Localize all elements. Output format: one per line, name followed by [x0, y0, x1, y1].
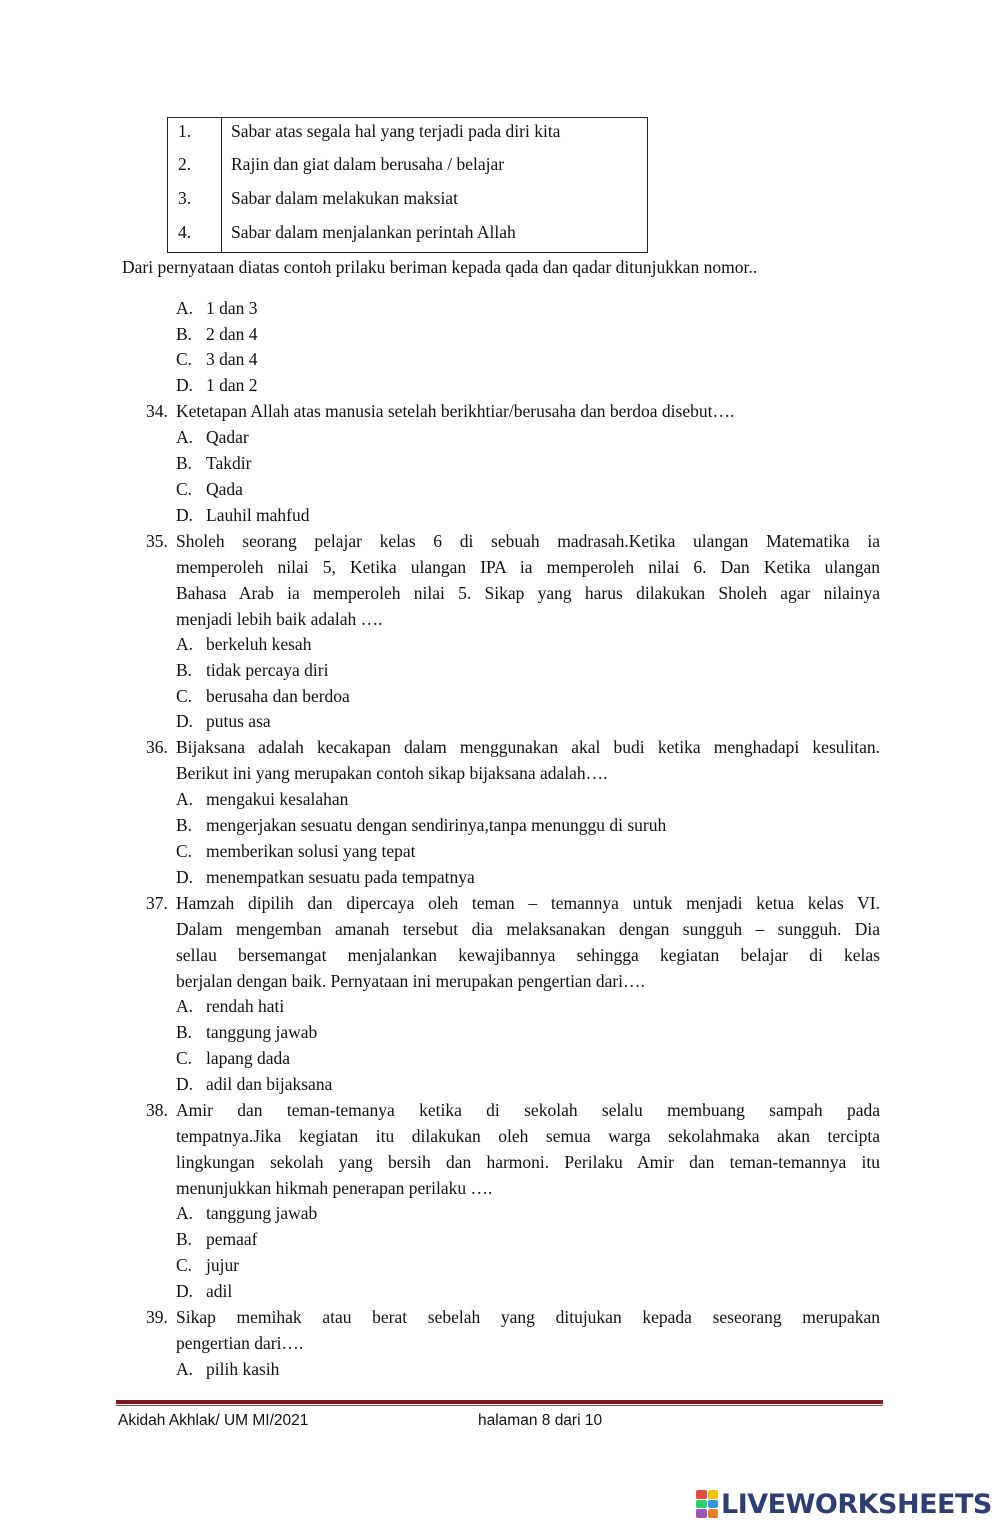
option-a[interactable]: [176, 295, 258, 321]
option-c[interactable]: [176, 476, 243, 502]
question-line: Dalam mengemban amanah tersebut dia melaksanakan dengan sungguh – sungguh. Dia: [176, 919, 880, 939]
option-a[interactable]: [176, 631, 311, 657]
question-number: 36.: [146, 737, 168, 757]
question-text: [176, 528, 880, 632]
option-text: adil: [206, 1281, 233, 1301]
option-c[interactable]: [176, 1252, 239, 1278]
option-text: Lauhil mahfud: [206, 505, 310, 525]
option-text: Qadar: [206, 427, 249, 447]
option-letter: B.: [176, 1229, 193, 1249]
question-number: 34.: [146, 401, 168, 421]
question-line: menunjukkan hikmah penerapan perilaku ….: [176, 1178, 493, 1198]
option-text: Takdir: [206, 453, 252, 473]
option-text: pilih kasih: [206, 1359, 280, 1379]
option-letter: C.: [176, 841, 193, 861]
question-line: pengertian dari….: [176, 1333, 304, 1353]
option-d[interactable]: [176, 708, 271, 734]
option-d[interactable]: [176, 1278, 232, 1304]
option-letter: B.: [176, 453, 193, 473]
option-text: memberikan solusi yang tepat: [206, 841, 416, 861]
question-line: Hamzah dipilih dan dipercaya oleh teman – temannya untuk menjadi ketua kelas VI.: [176, 893, 880, 913]
option-a[interactable]: [176, 993, 284, 1019]
option-text: menempatkan sesuatu pada tempatnya: [206, 867, 475, 887]
option-a[interactable]: [176, 424, 249, 450]
question-text: Dari pernyataan diatas contoh prilaku beriman kepada qada dan qadar ditunjukkan nomor..: [122, 257, 758, 277]
option-letter: C.: [176, 1255, 193, 1275]
question-line: Ketetapan Allah atas manusia setelah berikhtiar/berusaha dan berdoa disebut….: [176, 401, 735, 421]
footer-rule: [116, 1400, 883, 1404]
option-d[interactable]: [176, 372, 258, 398]
footer-page-number: halaman 8 dari 10: [478, 1412, 603, 1429]
question-text: [176, 1097, 880, 1201]
option-letter: D.: [176, 505, 194, 525]
option-letter: D.: [176, 375, 194, 395]
row-number: 3.: [178, 188, 192, 208]
option-text: 1 dan 2: [206, 375, 258, 395]
option-b[interactable]: [176, 321, 258, 347]
option-letter: A.: [176, 298, 194, 318]
brand-name: LIVEWORKSHEETS: [721, 1488, 992, 1520]
statement-table: [167, 117, 648, 253]
option-text: tidak percaya diri: [206, 660, 329, 680]
option-text: pemaaf: [206, 1229, 258, 1249]
option-d[interactable]: [176, 1071, 332, 1097]
option-text: tanggung jawab: [206, 1022, 318, 1042]
option-b[interactable]: [176, 450, 251, 476]
option-text: jujur: [206, 1255, 240, 1275]
option-b[interactable]: [176, 1226, 258, 1252]
option-text: 1 dan 3: [206, 298, 258, 318]
question-line: Sholeh seorang pelajar kelas 6 di sebuah madrasah.Ketika ulangan Matematika ia: [176, 531, 880, 551]
question-text: [176, 398, 880, 424]
option-letter: B.: [176, 660, 193, 680]
question-number: 39.: [146, 1307, 168, 1327]
option-text: Qada: [206, 479, 243, 499]
option-d[interactable]: [176, 502, 310, 528]
option-text: 3 dan 4: [206, 349, 258, 369]
option-text: tanggung jawab: [206, 1203, 318, 1223]
question-line: menjadi lebih baik adalah ….: [176, 609, 383, 629]
option-letter: A.: [176, 996, 194, 1016]
option-letter: B.: [176, 1022, 193, 1042]
option-text: berkeluh kesah: [206, 634, 312, 654]
question-line: Berikut ini yang merupakan contoh sikap bijaksana adalah….: [176, 763, 608, 783]
question-text: [176, 734, 880, 786]
table-row: [168, 219, 647, 253]
question-line: Bijaksana adalah kecakapan dalam menggunakan akal budi ketika menghadapi kesulitan.: [176, 737, 880, 757]
option-letter: C.: [176, 1048, 193, 1068]
liveworksheets-logo: [696, 1484, 992, 1524]
option-letter: C.: [176, 349, 193, 369]
option-text: adil dan bijaksana: [206, 1074, 333, 1094]
footer-course: Akidah Akhlak/ UM MI/2021: [118, 1412, 309, 1429]
option-letter: D.: [176, 711, 194, 731]
table-row: [168, 151, 647, 185]
row-text: Rajin dan giat dalam berusaha / belajar: [231, 154, 505, 174]
option-d[interactable]: [176, 864, 475, 890]
option-letter: C.: [176, 686, 193, 706]
question-text: [176, 890, 880, 994]
option-a[interactable]: [176, 1356, 279, 1382]
option-letter: A.: [176, 1359, 194, 1379]
question-line: Sikap memihak atau berat sebelah yang ditujukan kepada seseorang merupakan: [176, 1307, 880, 1327]
option-letter: C.: [176, 479, 193, 499]
option-c[interactable]: [176, 838, 415, 864]
option-letter: A.: [176, 634, 194, 654]
option-text: berusaha dan berdoa: [206, 686, 350, 706]
question-text: [176, 1304, 880, 1356]
option-letter: D.: [176, 867, 194, 887]
row-number: 1.: [178, 121, 192, 141]
option-letter: B.: [176, 815, 193, 835]
question-line: tempatnya.Jika kegiatan itu dilakukan oleh semua warga sekolahmaka akan tercipta: [176, 1126, 880, 1146]
option-b[interactable]: [176, 657, 328, 683]
question-line: memperoleh nilai 5, Ketika ulangan IPA ia memperoleh nilai 6. Dan Ketika ulangan: [176, 557, 880, 577]
option-c[interactable]: [176, 1045, 290, 1071]
option-text: rendah hati: [206, 996, 285, 1016]
question-line: lingkungan sekolah yang bersih dan harmoni. Perilaku Amir dan teman-temannya itu: [176, 1152, 880, 1172]
row-text: Sabar dalam menjalankan perintah Allah: [231, 222, 516, 242]
option-text: mengakui kesalahan: [206, 789, 349, 809]
option-text: mengerjakan sesuatu dengan sendirinya,tanpa menunggu di suruh: [206, 815, 667, 835]
row-number: 4.: [178, 222, 192, 242]
option-text: lapang dada: [206, 1048, 291, 1068]
row-text: Sabar atas segala hal yang terjadi pada diri kita: [231, 121, 561, 141]
option-a[interactable]: [176, 786, 348, 812]
option-text: putus asa: [206, 711, 271, 731]
question-line: sellau bersemangat menjalankan kewajibannya sehingga kegiatan belajar di kelas: [176, 945, 880, 965]
footer-rule-thin: [116, 1405, 883, 1406]
option-b[interactable]: [176, 812, 666, 838]
question-line: Bahasa Arab ia memperoleh nilai 5. Sikap yang harus dilakukan Sholeh agar nilainya: [176, 583, 880, 603]
table-row: [168, 118, 647, 152]
question-line: Amir dan teman-temanya ketika di sekolah selalu membuang sampah pada: [176, 1100, 880, 1120]
option-letter: B.: [176, 324, 193, 344]
row-text: Sabar dalam melakukan maksiat: [231, 188, 458, 208]
liveworksheets-icon: [696, 1490, 718, 1518]
option-letter: D.: [176, 1074, 194, 1094]
question-number: 38.: [146, 1100, 168, 1120]
option-letter: A.: [176, 789, 194, 809]
table-row: [168, 185, 647, 219]
row-number: 2.: [178, 154, 192, 174]
option-letter: A.: [176, 1203, 194, 1223]
question-number: 35.: [146, 531, 168, 551]
option-c[interactable]: [176, 683, 350, 709]
option-a[interactable]: [176, 1200, 317, 1226]
option-letter: A.: [176, 427, 194, 447]
option-b[interactable]: [176, 1019, 317, 1045]
question-line: berjalan dengan baik. Pernyataan ini merupakan pengertian dari….: [176, 971, 645, 991]
question-number: 37.: [146, 893, 168, 913]
option-c[interactable]: [176, 346, 258, 372]
option-letter: D.: [176, 1281, 194, 1301]
option-text: 2 dan 4: [206, 324, 258, 344]
